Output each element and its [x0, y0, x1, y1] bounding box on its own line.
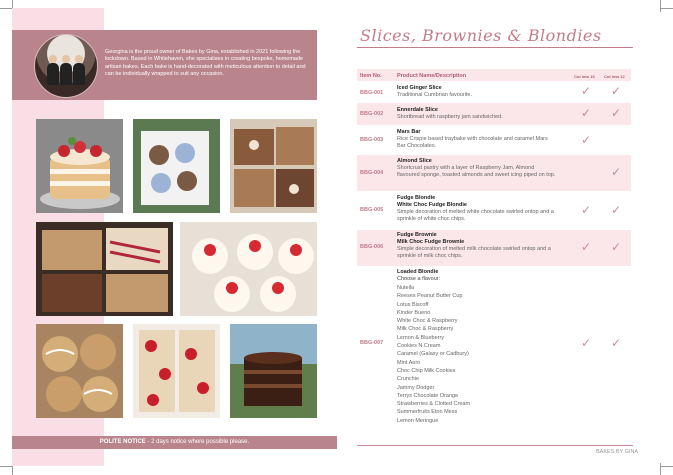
crop-mark — [0, 8, 12, 9]
product-description: Simple decoration of melted white chocolate swirled ontop and a sprinkle of white choc chips. — [397, 209, 554, 223]
photo-strawberry-slices — [133, 324, 220, 418]
cut-12-check-icon: ✓ — [611, 106, 622, 120]
product-description: Rice Crispie based traybake with chocolate and caramel Mars Bar Chocolates. — [397, 136, 548, 150]
flavour-item: Terrys Chocolate Orange — [397, 392, 459, 399]
flavour-item: Summerfruits Eton Mess — [397, 409, 458, 416]
flavour-item: Reeses Peanut Butter Cup — [397, 293, 463, 300]
cut-16-check-icon: ✓ — [581, 106, 592, 120]
intro-text: Georgina is the proud owner of Bakes by Gina, established in 2021 following the lockdown. Based in Whitehaven, she specialises in creating bespoke, homemade artisan bakes. Each bake is hand-decorated with meticulous attention to detail and can be individually wrapped to suit any occasion. — [105, 49, 306, 78]
flavour-item: Lemon & Blueberry — [397, 334, 445, 341]
header-cut-12: Cut into 12 — [604, 74, 625, 79]
product-description: Shortbread with raspberry jam sandwiched. — [397, 114, 503, 120]
product-name: Ennerdale Slice — [397, 107, 438, 113]
cut-16-check-icon: ✓ — [581, 203, 592, 217]
crop-mark — [661, 466, 673, 467]
crop-mark — [661, 8, 673, 9]
flavour-prompt: Choose a flavour: — [397, 276, 441, 282]
crop-mark — [660, 0, 661, 12]
product-description: Shortcrust pastry with a layer of Raspberry Jam, Almond flavoured sponge, toasted almonds and sweet icing piped on top. — [397, 165, 556, 179]
photo-chocolate-cake — [230, 324, 317, 418]
product-name: Mars Bar — [397, 129, 421, 135]
footer-brand: BAKES BY GINA — [596, 449, 639, 455]
cut-12-check-icon: ✓ — [611, 203, 622, 217]
footer-divider — [357, 445, 633, 446]
product-name: Almond Slice — [397, 158, 432, 164]
owner-photo — [34, 34, 98, 98]
flavour-item: Mint Aero — [397, 359, 421, 366]
polite-notice-bar — [12, 436, 337, 449]
cut-12-check-icon: ✓ — [611, 336, 622, 350]
photo-strawberry-cupcakes — [180, 222, 317, 316]
flavour-item: Strawberries & Clotted Cream — [397, 401, 471, 408]
product-name: Iced Ginger Slice — [397, 85, 442, 91]
cut-12-check-icon: ✓ — [611, 240, 622, 254]
cut-16-check-icon: ✓ — [581, 84, 592, 98]
header-item-no: Item No. — [360, 73, 382, 79]
flavour-item: Lemon Meringue — [397, 417, 439, 424]
flavour-item: Caramel (Galaxy or Cadbury) — [397, 351, 469, 358]
item-number: BBG-003 — [360, 137, 384, 143]
notice-text: - 2 days notice where possible please. — [145, 439, 250, 445]
crop-mark — [660, 463, 661, 475]
product-description: Simple decoration of melted milk chocolate swirled ontop and a sprinkle of milk choc chips. — [397, 246, 551, 260]
flavour-item: Crunchie — [397, 376, 420, 383]
cut-16-check-icon: ✓ — [581, 240, 592, 254]
photo-cookie-bars — [36, 324, 123, 418]
notice-label: POLITE NOTICE — [99, 439, 146, 445]
flavour-item: Cookies N Cream — [397, 343, 441, 350]
cut-12-check-icon: ✓ — [611, 165, 622, 179]
title-divider — [357, 47, 633, 48]
product-name: Fudge Brownie — [397, 232, 437, 238]
flavour-item: Lotus Biscoff — [397, 301, 429, 308]
flavour-list — [397, 284, 470, 425]
flavour-item: Choc Chip Milk Cookies — [397, 367, 456, 374]
cut-16-check-icon: ✓ — [581, 133, 592, 147]
item-number: BBG-004 — [360, 170, 384, 176]
item-number: BBG-001 — [360, 90, 384, 96]
photo-blondies — [36, 222, 173, 316]
photo-rocky-road — [230, 119, 317, 213]
product-subname: Milk Choc Fudge Brownie — [397, 239, 465, 245]
item-number: BBG-007 — [360, 340, 384, 346]
cut-12-check-icon: ✓ — [611, 84, 622, 98]
product-name: Fudge Blondie — [397, 195, 436, 201]
flavour-item: Nutella — [397, 285, 415, 291]
photo-cupcakes-box — [133, 119, 220, 213]
header-cut-16: Cut into 16 — [574, 74, 595, 79]
photo-victoria-sponge — [36, 119, 123, 213]
product-description: Traditional Cumbrian favourite. — [397, 92, 472, 98]
header-product-name: Product Name/Description — [397, 73, 467, 79]
product-subname: White Choc Fudge Blondie — [397, 202, 467, 208]
flavour-item: White Choc & Raspberry — [397, 318, 458, 325]
flavour-item: Jammy Dodger — [397, 384, 435, 391]
page-title: Slices, Brownies & Blondies — [360, 26, 602, 45]
product-name: Loaded Blondie — [397, 269, 439, 275]
cut-16-check-icon: ✓ — [581, 336, 592, 350]
crop-mark — [0, 466, 12, 467]
flavour-item: Kinder Bueno — [397, 309, 431, 316]
item-number: BBG-006 — [360, 244, 384, 250]
flavour-item: Milk Choc & Raspberry — [397, 326, 454, 333]
item-number: BBG-002 — [360, 111, 384, 117]
item-number: BBG-005 — [360, 207, 384, 213]
